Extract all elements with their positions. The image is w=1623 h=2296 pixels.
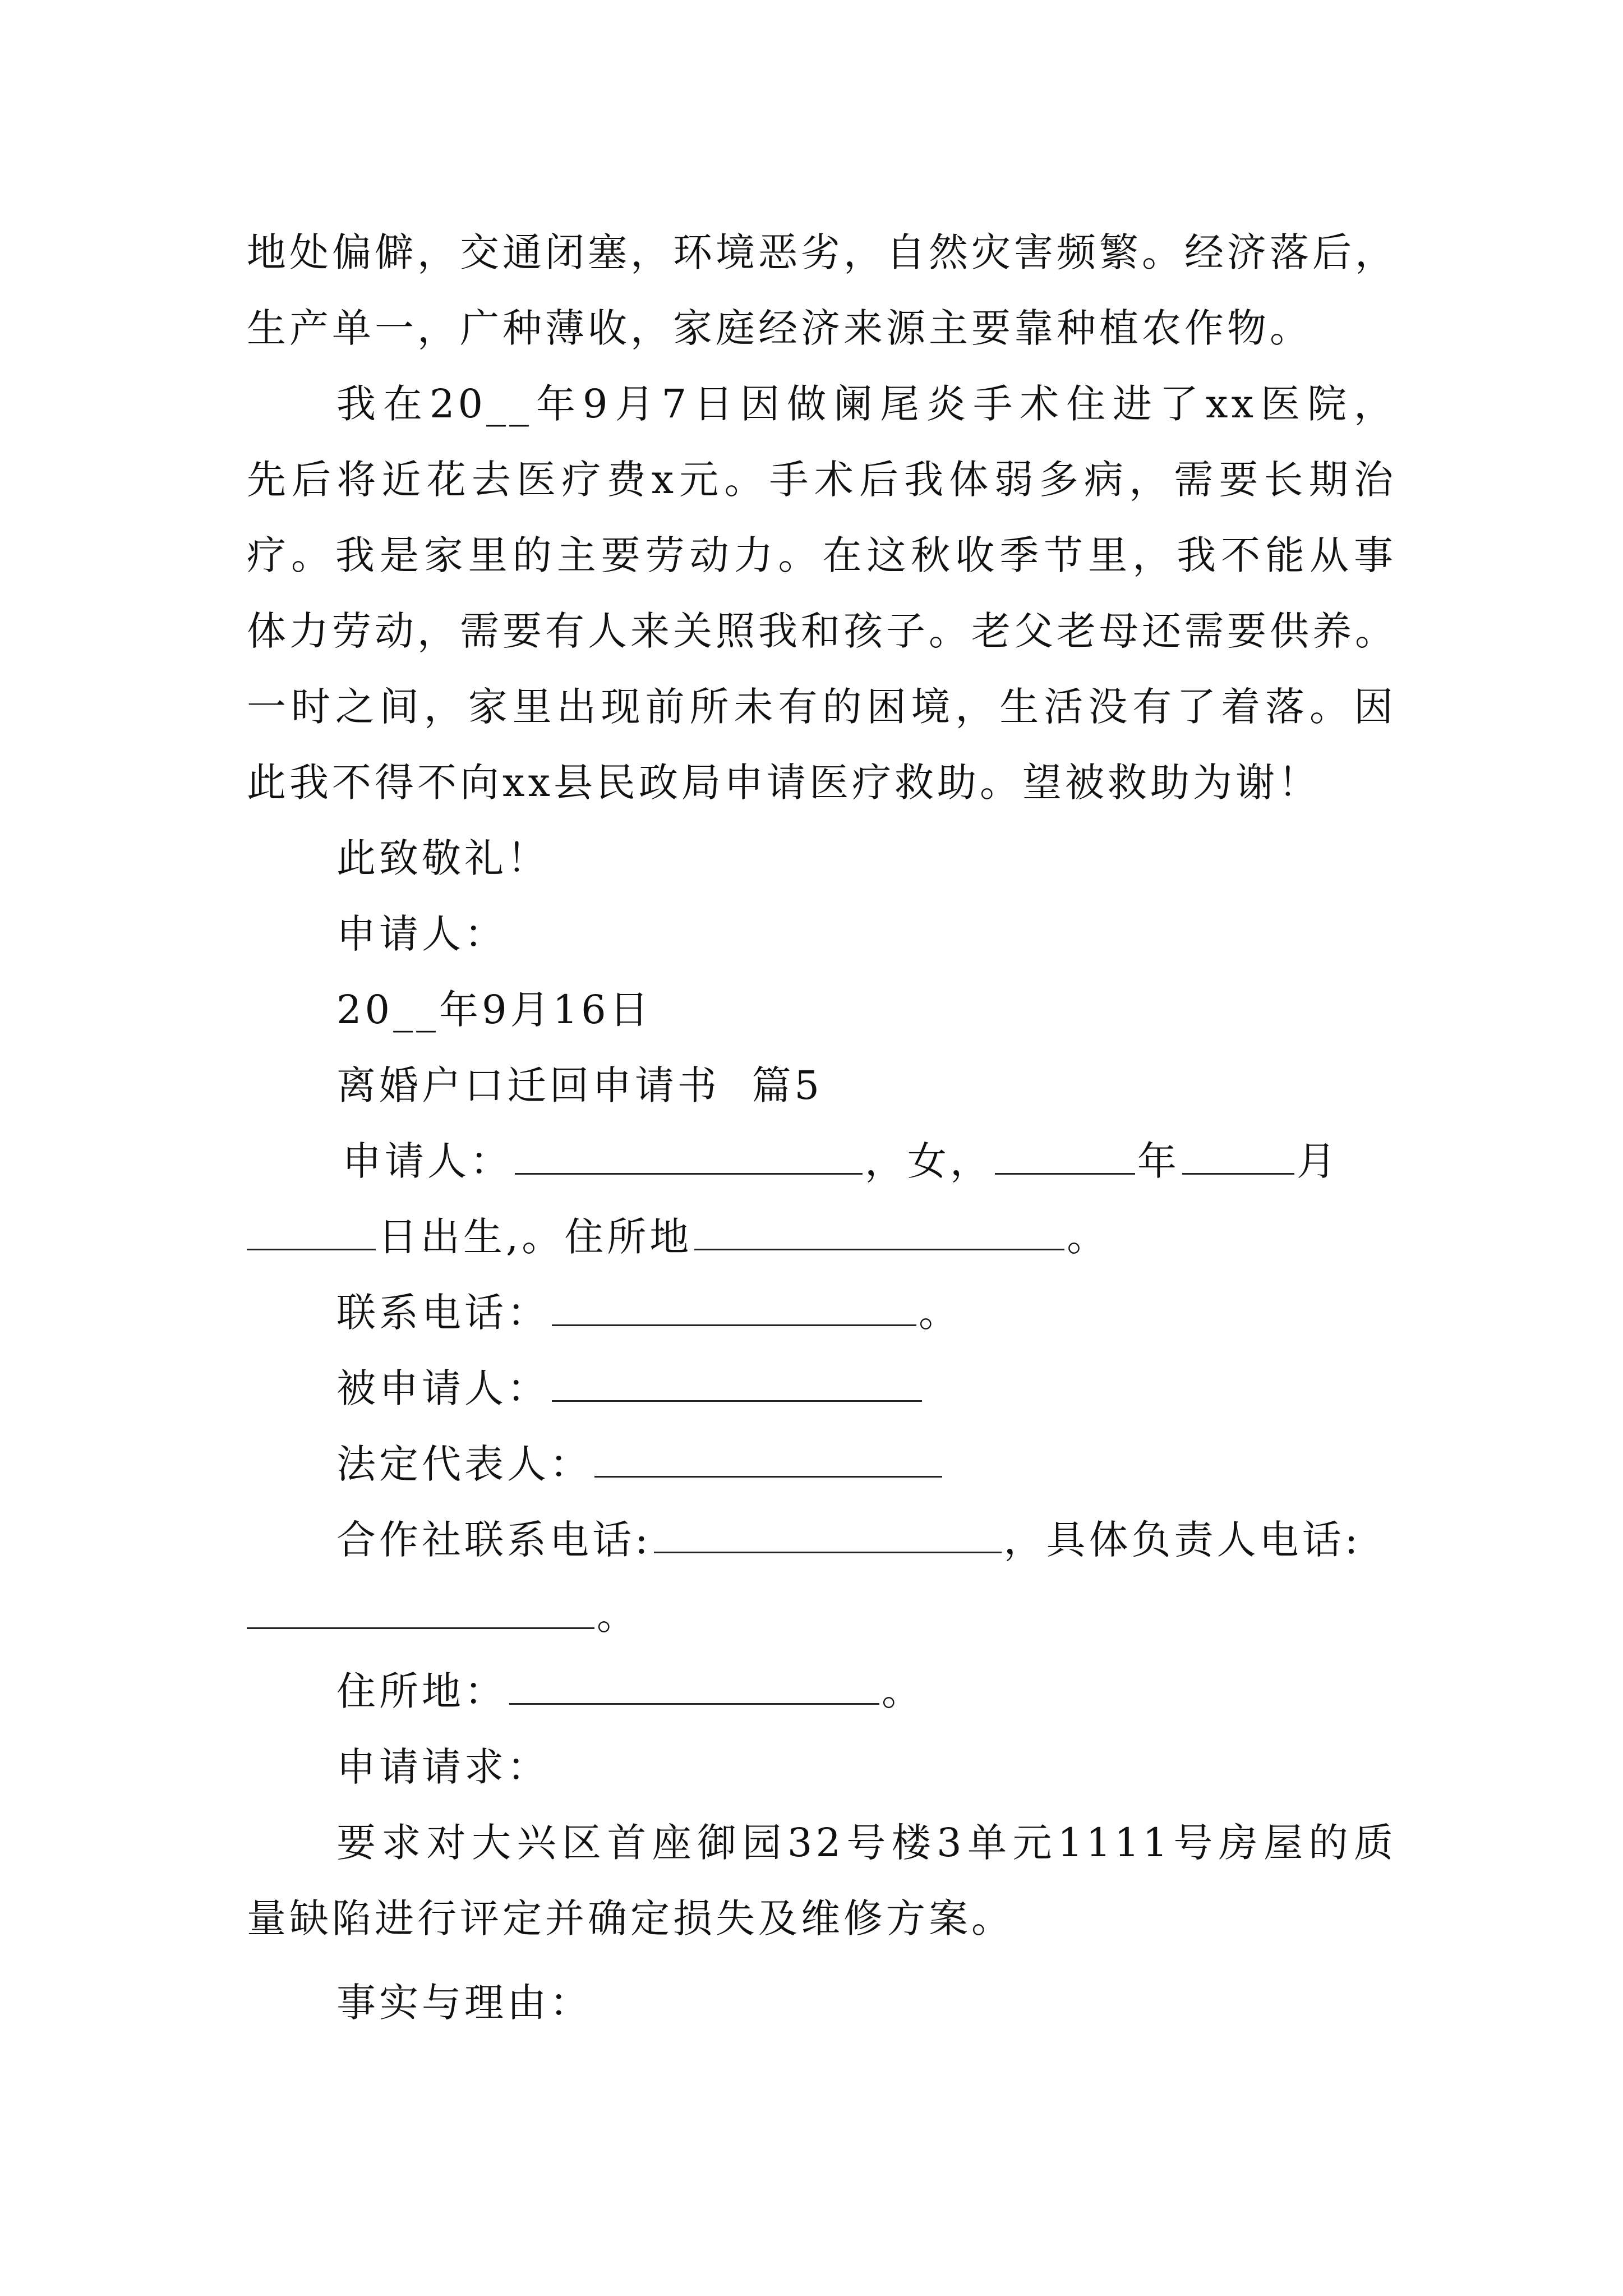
- period: 。: [597, 1593, 639, 1639]
- closing-salutation: 此致敬礼！: [336, 835, 550, 881]
- signature-date: 20__年9月16日: [336, 987, 652, 1033]
- gender-text: ，女，: [865, 1138, 993, 1184]
- paragraph-line: 我在20__年9月7日因做阑尾炎手术住进了xx医院，: [336, 381, 1396, 427]
- birth-day-blank[interactable]: [247, 1211, 376, 1250]
- signature-label: 申请人：: [336, 911, 507, 957]
- paragraph-line: 一时之间，家里出现前所未有的困境，生活没有了着落。因: [247, 684, 1396, 730]
- respondent-blank[interactable]: [552, 1362, 922, 1402]
- birth-address-line: [247, 1198, 1396, 1276]
- birth-month-blank[interactable]: [1182, 1135, 1294, 1175]
- legal-rep-blank[interactable]: [594, 1438, 942, 1478]
- section-title: 离婚户口迁回申请书 篇5: [336, 1062, 823, 1108]
- legal-rep-line: [336, 1425, 1396, 1503]
- address-label: 住所地：: [336, 1668, 507, 1714]
- manager-phone-label: ，具体负责人电话:: [1003, 1517, 1362, 1563]
- period: 。: [882, 1668, 924, 1714]
- coop-phone-label: 合作社联系电话:: [336, 1517, 652, 1563]
- year-label: 年: [1137, 1138, 1180, 1184]
- address-field-blank[interactable]: [509, 1665, 879, 1705]
- request-line: 要求对大兴区首座御园32号楼3单元1111号房屋的质: [336, 1820, 1396, 1866]
- request-line: 量缺陷进行评定并确定损失及维修方案。: [247, 1895, 1014, 1941]
- respondent-label: 被申请人：: [336, 1365, 550, 1411]
- applicant-line: [342, 1122, 1402, 1200]
- address-blank[interactable]: [694, 1211, 1064, 1250]
- phone-blank[interactable]: [552, 1286, 916, 1326]
- manager-phone-line: [247, 1576, 1396, 1655]
- applicant-name-blank[interactable]: [515, 1135, 863, 1175]
- period: 。: [919, 1290, 961, 1336]
- coop-phone-line: [336, 1501, 1396, 1579]
- paragraph-line: 体力劳动，需要有人来关照我和孩子。老父老母还需要供养。: [247, 608, 1398, 654]
- manager-phone-blank[interactable]: [247, 1589, 594, 1629]
- paragraph-line: 疗。我是家里的主要劳动力。在这秋收季节里，我不能从事: [247, 532, 1396, 578]
- respondent-line: [336, 1349, 1396, 1428]
- legal-rep-label: 法定代表人：: [336, 1441, 592, 1487]
- phone-label: 联系电话：: [336, 1290, 550, 1336]
- paragraph-line: 地处偏僻，交通闭塞，环境恶劣，自然灾害频繁。经济落后，: [247, 229, 1398, 275]
- address-line: [336, 1652, 1396, 1731]
- paragraph-line: 此我不得不向xx县民政局申请医疗救助。望被救助为谢！: [247, 760, 1321, 806]
- phone-line: [336, 1273, 1396, 1352]
- request-label: 申请请求：: [336, 1744, 550, 1790]
- paragraph-line: 先后将近花去医疗费x元。手术后我体弱多病，需要长期治: [247, 457, 1396, 503]
- coop-phone-blank[interactable]: [654, 1513, 1002, 1553]
- month-label: 月: [1297, 1138, 1339, 1184]
- applicant-label: 申请人：: [342, 1138, 513, 1184]
- facts-label: 事实与理由：: [336, 1980, 592, 2026]
- paragraph-line: 生产单一，广种薄收，家庭经济来源主要靠种植农作物。: [247, 305, 1312, 351]
- born-label: 日出生,。住所地: [378, 1214, 693, 1260]
- period: 。: [1067, 1214, 1110, 1260]
- birth-year-blank[interactable]: [995, 1135, 1135, 1175]
